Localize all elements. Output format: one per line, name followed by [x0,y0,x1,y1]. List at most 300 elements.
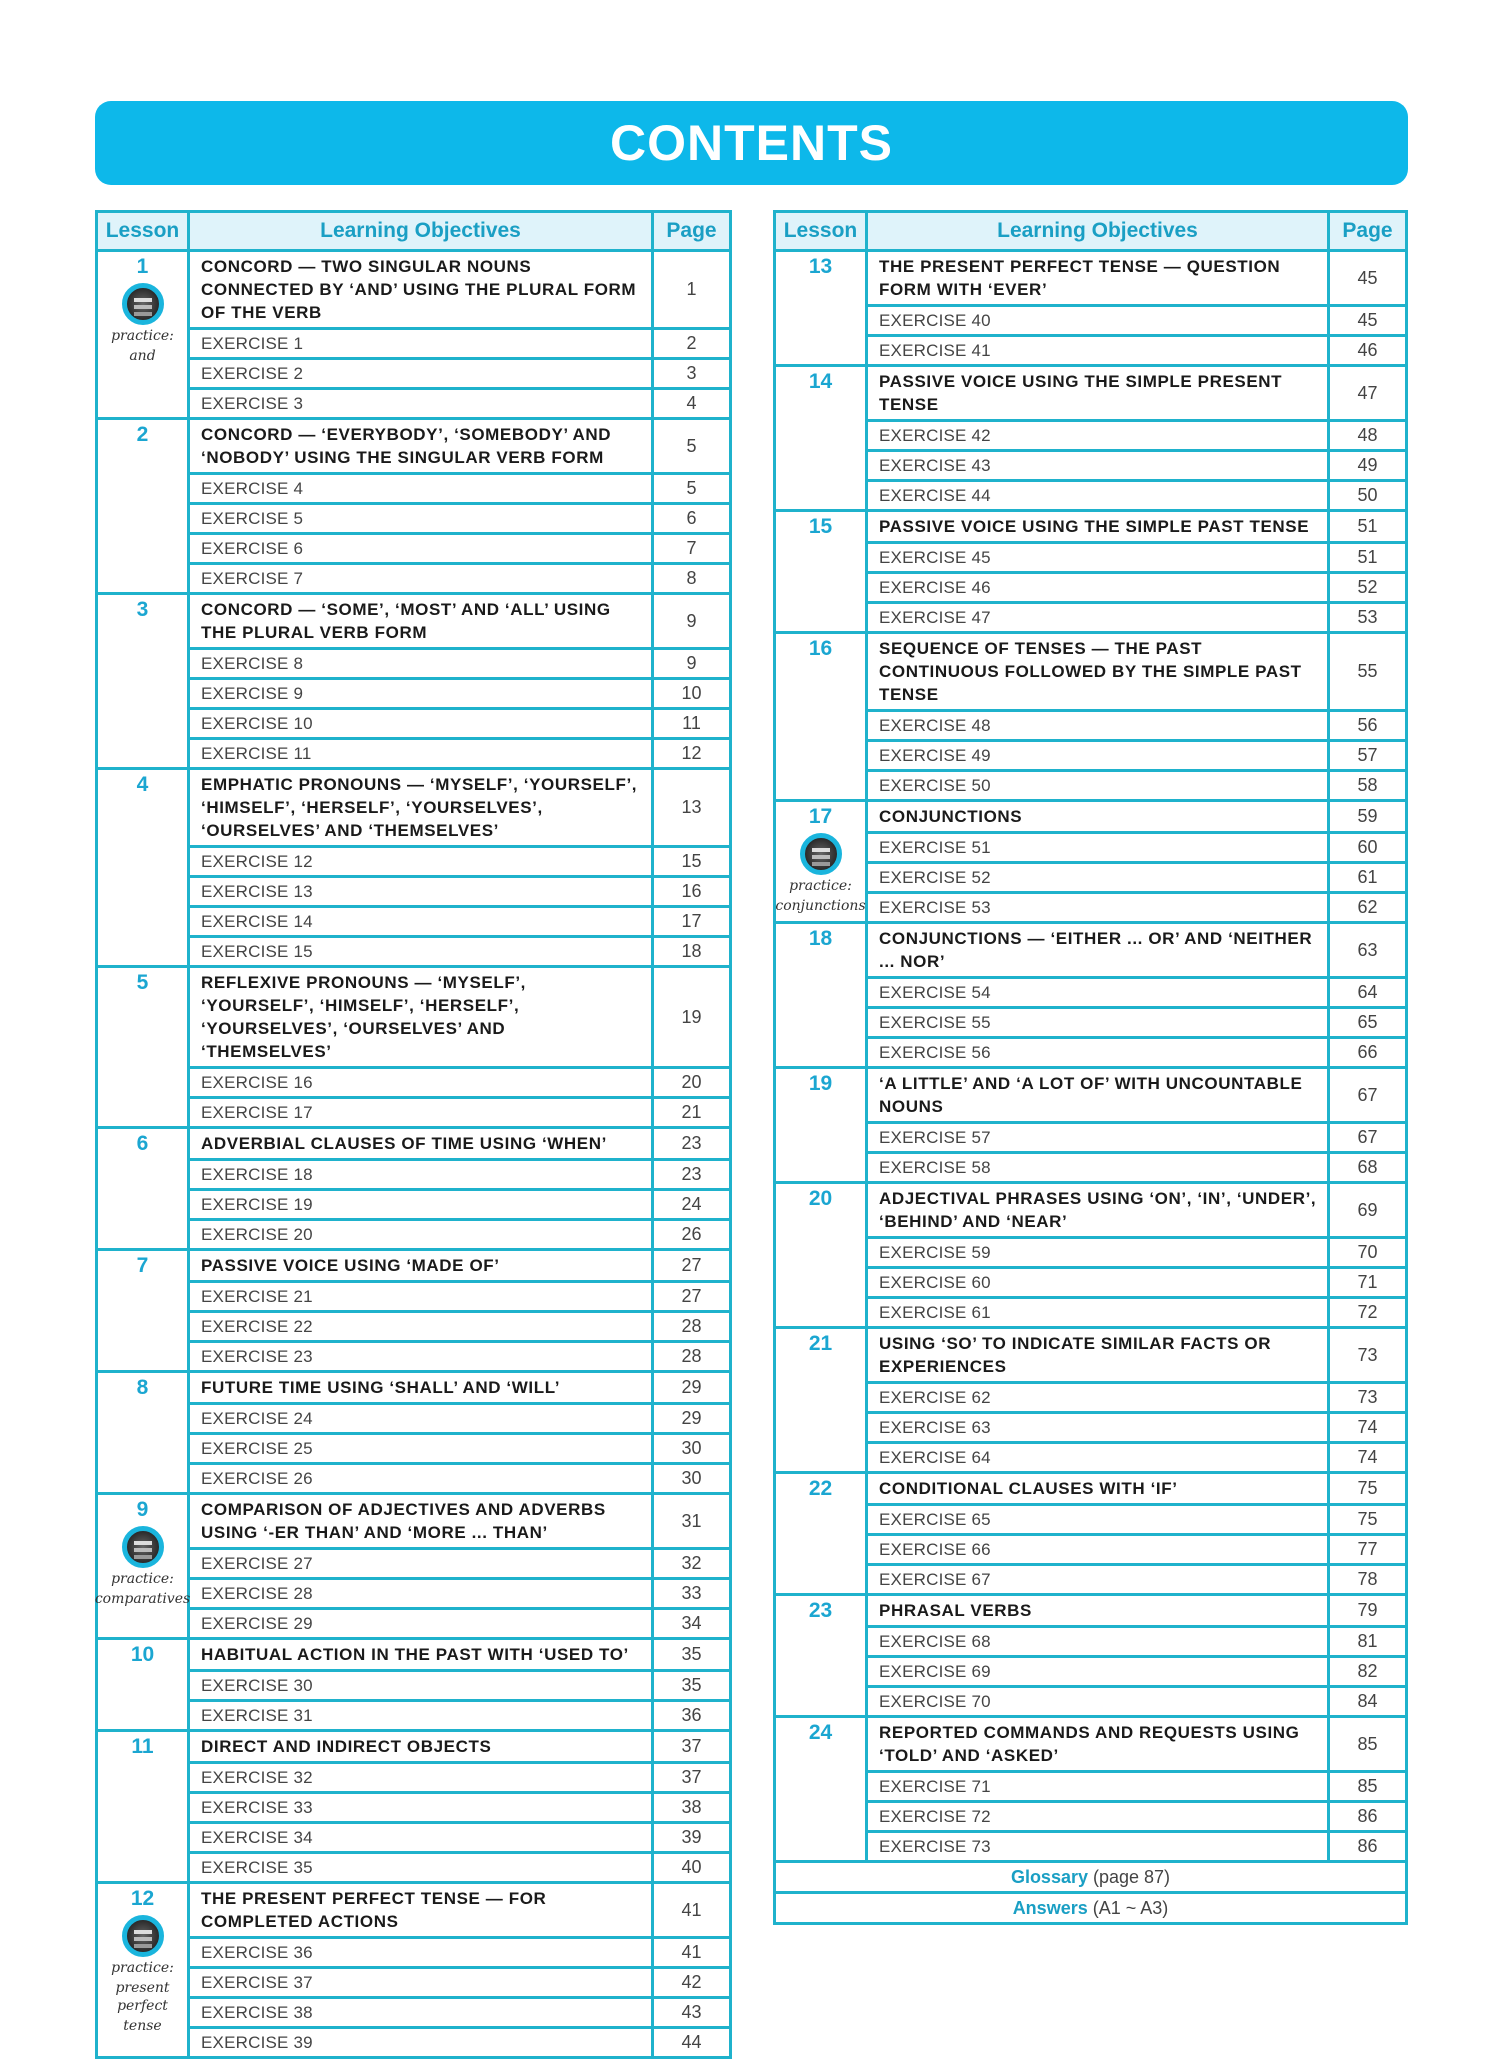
practice-disc-icon [122,283,164,325]
answers-pages: (A1 ~ A3) [1092,1897,1169,1918]
exercise-row [775,1298,1407,1328]
exercise-label: EXERCISE 56 [867,1038,1329,1068]
exercise-label: EXERCISE 54 [867,978,1329,1008]
exercise-label: EXERCISE 11 [189,739,653,769]
exercise-row [97,1282,731,1312]
exercise-page: 82 [1329,1657,1407,1687]
exercise-label: EXERCISE 25 [189,1434,653,1464]
exercise-row [97,1823,731,1853]
exercise-row [775,1627,1407,1657]
learning-objective: PASSIVE VOICE USING ‘MADE OF’ [189,1250,653,1282]
exercise-row [775,603,1407,633]
page-number: 23 [653,1128,731,1160]
page-number: 67 [1329,1068,1407,1123]
exercise-label: EXERCISE 9 [189,679,653,709]
practice-caption: practice: [789,878,852,894]
exercise-label: EXERCISE 48 [867,711,1329,741]
exercise-page: 53 [1329,603,1407,633]
exercise-page: 65 [1329,1008,1407,1038]
exercise-row [775,1443,1407,1473]
learning-objective: CONDITIONAL CLAUSES WITH ‘IF’ [867,1473,1329,1505]
exercise-label: EXERCISE 2 [189,359,653,389]
learning-objective: EMPHATIC PRONOUNS — ‘MYSELF’, ‘YOURSELF’, ‘HIMSELF’, ‘HERSELF’, ‘YOURSELVES’, ‘OURSELVES’ AND ‘THEMSELVES’ [189,769,653,847]
exercise-label: EXERCISE 42 [867,421,1329,451]
exercise-page: 37 [653,1763,731,1793]
exercise-row [97,534,731,564]
exercise-label: EXERCISE 1 [189,329,653,359]
exercise-row [97,504,731,534]
glossary-link[interactable] [775,1862,1407,1893]
exercise-row [775,573,1407,603]
exercise-row [97,1342,731,1372]
exercise-label: EXERCISE 20 [189,1220,653,1250]
exercise-page: 50 [1329,481,1407,511]
exercise-row [97,1434,731,1464]
lesson-number: 17 [808,805,833,828]
exercise-row [97,1998,731,2028]
exercise-label: EXERCISE 7 [189,564,653,594]
page-number: 79 [1329,1595,1407,1627]
exercise-page: 44 [653,2028,731,2058]
exercise-page: 9 [653,649,731,679]
exercise-label: EXERCISE 45 [867,543,1329,573]
lesson-number: 1 [136,255,149,278]
exercise-page: 17 [653,907,731,937]
learning-objective: REFLEXIVE PRONOUNS — ‘MYSELF’, ‘YOURSELF’, ‘HIMSELF’, ‘HERSELF’, ‘YOURSELVES’, ‘OURSELVES’ AND ‘THEMSELVES’ [189,967,653,1068]
exercise-label: EXERCISE 69 [867,1657,1329,1687]
learning-objective: COMPARISON OF ADJECTIVES AND ADVERBS USING ‘-ER THAN’ AND ‘MORE ... THAN’ [189,1494,653,1549]
lesson-row [97,769,731,847]
lesson-number: 3 [136,598,149,621]
exercise-page: 42 [653,1968,731,1998]
exercise-label: EXERCISE 4 [189,474,653,504]
exercise-page: 18 [653,937,731,967]
exercise-label: EXERCISE 52 [867,863,1329,893]
exercise-label: EXERCISE 60 [867,1268,1329,1298]
learning-objective: CONCORD — ‘EVERYBODY’, ‘SOMEBODY’ AND ‘NOBODY’ USING THE SINGULAR VERB FORM [189,419,653,474]
lesson-number: 23 [808,1599,833,1622]
exercise-row [97,389,731,419]
lesson-number-cell [775,801,867,923]
page-number: 35 [653,1639,731,1671]
lesson-number: 7 [136,1254,149,1277]
exercise-page: 3 [653,359,731,389]
lesson-number-cell [775,633,867,801]
learning-objective: PASSIVE VOICE USING THE SIMPLE PAST TENSE [867,511,1329,543]
contents-table-left [95,210,732,2059]
lesson-row [97,1731,731,1763]
header-lesson: Lesson [97,212,189,251]
lesson-row [97,1250,731,1282]
lesson-number-cell [97,1883,189,2058]
exercise-row [775,421,1407,451]
exercise-page: 67 [1329,1123,1407,1153]
exercise-label: EXERCISE 62 [867,1383,1329,1413]
page-number: 1 [653,251,731,329]
exercise-row [775,1008,1407,1038]
contents-table-right [773,210,1408,1925]
page-number: 73 [1329,1328,1407,1383]
exercise-label: EXERCISE 50 [867,771,1329,801]
exercise-row [775,1772,1407,1802]
exercise-page: 36 [653,1701,731,1731]
lesson-number-cell [97,594,189,769]
lesson-number: 16 [808,637,833,660]
exercise-page: 49 [1329,451,1407,481]
contents-banner [95,101,1408,185]
exercise-page: 51 [1329,543,1407,573]
exercise-page: 23 [653,1160,731,1190]
lesson-number: 21 [808,1332,833,1355]
exercise-row [775,451,1407,481]
lesson-row [775,923,1407,978]
exercise-page: 73 [1329,1383,1407,1413]
page-number: 47 [1329,366,1407,421]
exercise-row [97,649,731,679]
exercise-row [775,1268,1407,1298]
lesson-number: 10 [130,1643,155,1666]
exercise-page: 27 [653,1282,731,1312]
exercise-label: EXERCISE 14 [189,907,653,937]
exercise-page: 57 [1329,741,1407,771]
exercise-label: EXERCISE 22 [189,1312,653,1342]
exercise-row [97,1312,731,1342]
exercise-label: EXERCISE 16 [189,1068,653,1098]
practice-caption: comparatives [94,1591,191,1607]
exercise-page: 32 [653,1549,731,1579]
exercise-row [775,741,1407,771]
exercise-page: 86 [1329,1802,1407,1832]
page-number: 59 [1329,801,1407,833]
exercise-label: EXERCISE 19 [189,1190,653,1220]
lesson-number-cell [97,769,189,967]
lesson-row [775,1183,1407,1238]
practice-caption: and [129,348,156,364]
practice-caption: conjunctions [775,898,866,914]
lesson-number: 13 [808,255,833,278]
practice-badge [98,283,187,365]
header-page: Page [1329,212,1407,251]
practice-caption: present perfect [115,1980,170,2014]
exercise-page: 29 [653,1404,731,1434]
practice-disc-icon [800,833,842,875]
learning-objective: CONCORD — TWO SINGULAR NOUNS CONNECTED BY ‘AND’ USING THE PLURAL FORM OF THE VERB [189,251,653,329]
exercise-label: EXERCISE 67 [867,1565,1329,1595]
page-number: 9 [653,594,731,649]
exercise-label: EXERCISE 46 [867,573,1329,603]
exercise-row [97,1098,731,1128]
practice-caption: tense [123,2018,162,2034]
exercise-label: EXERCISE 58 [867,1153,1329,1183]
lesson-row [775,1717,1407,1772]
learning-objective: CONCORD — ‘SOME’, ‘MOST’ AND ‘ALL’ USING THE PLURAL VERB FORM [189,594,653,649]
exercise-row [97,937,731,967]
exercise-row [97,564,731,594]
page-number: 63 [1329,923,1407,978]
exercise-row [775,1123,1407,1153]
page-number: 37 [653,1731,731,1763]
exercise-label: EXERCISE 5 [189,504,653,534]
exercise-page: 28 [653,1312,731,1342]
learning-objective: CONJUNCTIONS [867,801,1329,833]
exercise-page: 38 [653,1793,731,1823]
exercise-label: EXERCISE 44 [867,481,1329,511]
lesson-number: 14 [808,370,833,393]
learning-objective: REPORTED COMMANDS AND REQUESTS USING ‘TOLD’ AND ‘ASKED’ [867,1717,1329,1772]
lesson-number-cell [97,1250,189,1372]
lesson-number-cell [775,511,867,633]
glossary-page: (page 87) [1093,1866,1171,1887]
lesson-number-cell [97,967,189,1128]
page-number: 19 [653,967,731,1068]
header-page: Page [653,212,731,251]
exercise-page: 62 [1329,893,1407,923]
lesson-number: 4 [136,773,149,796]
exercise-row [97,1579,731,1609]
exercise-row [97,474,731,504]
exercise-row [775,1832,1407,1862]
exercise-page: 8 [653,564,731,594]
exercise-row [97,739,731,769]
exercise-label: EXERCISE 18 [189,1160,653,1190]
exercise-label: EXERCISE 68 [867,1627,1329,1657]
lesson-row [97,419,731,474]
practice-disc-icon [122,1915,164,1957]
exercise-page: 45 [1329,306,1407,336]
exercise-label: EXERCISE 63 [867,1413,1329,1443]
exercise-label: EXERCISE 12 [189,847,653,877]
practice-disc-icon [122,1526,164,1568]
exercise-row [97,679,731,709]
lesson-row [775,1328,1407,1383]
learning-objective: PASSIVE VOICE USING THE SIMPLE PRESENT TENSE [867,366,1329,421]
lesson-row [97,967,731,1068]
answers-link[interactable] [775,1893,1407,1924]
exercise-label: EXERCISE 39 [189,2028,653,2058]
exercise-page: 7 [653,534,731,564]
exercise-row [97,1671,731,1701]
exercise-page: 70 [1329,1238,1407,1268]
exercise-row [97,359,731,389]
lesson-number: 9 [136,1498,149,1521]
learning-objective: FUTURE TIME USING ‘SHALL’ AND ‘WILL’ [189,1372,653,1404]
exercise-row [97,1190,731,1220]
exercise-label: EXERCISE 43 [867,451,1329,481]
exercise-row [97,1793,731,1823]
exercise-row [97,2028,731,2058]
page-number: 45 [1329,251,1407,306]
exercise-page: 60 [1329,833,1407,863]
exercise-row [775,543,1407,573]
exercise-page: 58 [1329,771,1407,801]
exercise-label: EXERCISE 15 [189,937,653,967]
exercise-label: EXERCISE 65 [867,1505,1329,1535]
page-number: 85 [1329,1717,1407,1772]
exercise-label: EXERCISE 32 [189,1763,653,1793]
practice-badge [94,1526,191,1608]
lesson-number-cell [775,1717,867,1862]
lesson-number-cell [775,251,867,366]
header-lesson: Lesson [775,212,867,251]
exercise-page: 4 [653,389,731,419]
lesson-number-cell [97,251,189,419]
lesson-row [97,1639,731,1671]
exercise-row [775,978,1407,1008]
learning-objective: THE PRESENT PERFECT TENSE — QUESTION FORM WITH ‘EVER’ [867,251,1329,306]
exercise-row [775,1657,1407,1687]
exercise-label: EXERCISE 33 [189,1793,653,1823]
exercise-label: EXERCISE 73 [867,1832,1329,1862]
exercise-label: EXERCISE 51 [867,833,1329,863]
exercise-page: 5 [653,474,731,504]
exercise-page: 30 [653,1434,731,1464]
exercise-label: EXERCISE 70 [867,1687,1329,1717]
lesson-row [775,801,1407,833]
exercise-page: 68 [1329,1153,1407,1183]
exercise-row [775,1565,1407,1595]
exercise-row [775,1802,1407,1832]
exercise-row [775,833,1407,863]
glossary-label: Glossary [1010,1866,1088,1887]
exercise-page: 26 [653,1220,731,1250]
exercise-row [775,1238,1407,1268]
exercise-label: EXERCISE 27 [189,1549,653,1579]
exercise-row [775,1413,1407,1443]
exercise-row [775,1687,1407,1717]
table-header-row [775,212,1407,251]
lesson-row [775,511,1407,543]
lesson-number: 8 [136,1376,149,1399]
exercise-row [97,1763,731,1793]
exercise-page: 77 [1329,1535,1407,1565]
exercise-row [97,329,731,359]
table-header-row [97,212,731,251]
exercise-page: 16 [653,877,731,907]
exercise-row [775,1505,1407,1535]
exercise-label: EXERCISE 34 [189,1823,653,1853]
exercise-row [775,1535,1407,1565]
exercise-label: EXERCISE 30 [189,1671,653,1701]
learning-objective: ‘A LITTLE’ AND ‘A LOT OF’ WITH UNCOUNTABLE NOUNS [867,1068,1329,1123]
exercise-page: 72 [1329,1298,1407,1328]
lesson-row [775,633,1407,711]
exercise-label: EXERCISE 24 [189,1404,653,1434]
exercise-page: 11 [653,709,731,739]
lesson-number: 5 [136,971,149,994]
exercise-page: 21 [653,1098,731,1128]
exercise-label: EXERCISE 61 [867,1298,1329,1328]
learning-objective: USING ‘SO’ TO INDICATE SIMILAR FACTS OR EXPERIENCES [867,1328,1329,1383]
lesson-number: 20 [808,1187,833,1210]
lesson-row [97,1128,731,1160]
exercise-row [97,877,731,907]
exercise-row [775,771,1407,801]
page-number: 29 [653,1372,731,1404]
exercise-label: EXERCISE 29 [189,1609,653,1639]
exercise-page: 12 [653,739,731,769]
exercise-label: EXERCISE 41 [867,336,1329,366]
exercise-label: EXERCISE 57 [867,1123,1329,1153]
exercise-page: 56 [1329,711,1407,741]
lesson-number: 24 [808,1721,833,1744]
learning-objective: SEQUENCE OF TENSES — THE PAST CONTINUOUS FOLLOWED BY THE SIMPLE PAST TENSE [867,633,1329,711]
exercise-page: 81 [1329,1627,1407,1657]
lesson-number: 18 [808,927,833,950]
exercise-page: 33 [653,1579,731,1609]
lesson-number-cell [775,1595,867,1717]
exercise-row [97,1968,731,1998]
page-title: CONTENTS [610,115,893,171]
page-number: 69 [1329,1183,1407,1238]
exercise-label: EXERCISE 17 [189,1098,653,1128]
exercise-row [97,1404,731,1434]
exercise-label: EXERCISE 36 [189,1938,653,1968]
answers-label: Answers [1012,1897,1088,1918]
exercise-page: 61 [1329,863,1407,893]
learning-objective: ADVERBIAL CLAUSES OF TIME USING ‘WHEN’ [189,1128,653,1160]
exercise-label: EXERCISE 6 [189,534,653,564]
exercise-row [97,1938,731,1968]
lesson-number-cell [775,366,867,511]
lesson-row [775,1068,1407,1123]
learning-objective: DIRECT AND INDIRECT OBJECTS [189,1731,653,1763]
exercise-row [775,336,1407,366]
exercise-row [97,1549,731,1579]
exercise-row [775,481,1407,511]
exercise-row [775,1038,1407,1068]
learning-objective: PHRASAL VERBS [867,1595,1329,1627]
page-number: 5 [653,419,731,474]
lesson-number-cell [97,419,189,594]
exercise-page: 74 [1329,1443,1407,1473]
exercise-row [97,907,731,937]
lesson-number-cell [775,1068,867,1183]
exercise-row [775,863,1407,893]
exercise-row [97,1701,731,1731]
exercise-page: 46 [1329,336,1407,366]
exercise-page: 52 [1329,573,1407,603]
answers-row [775,1893,1407,1924]
page-number: 75 [1329,1473,1407,1505]
exercise-label: EXERCISE 49 [867,741,1329,771]
lesson-number: 2 [136,423,149,446]
exercise-page: 85 [1329,1772,1407,1802]
lesson-row [775,366,1407,421]
page-number: 27 [653,1250,731,1282]
lesson-number-cell [97,1731,189,1883]
exercise-page: 6 [653,504,731,534]
exercise-label: EXERCISE 66 [867,1535,1329,1565]
exercise-row [775,711,1407,741]
practice-caption: practice: [111,1571,174,1587]
lesson-number: 15 [808,515,833,538]
exercise-page: 75 [1329,1505,1407,1535]
exercise-row [97,709,731,739]
exercise-label: EXERCISE 55 [867,1008,1329,1038]
header-objectives: Learning Objectives [867,212,1329,251]
exercise-row [775,893,1407,923]
exercise-label: EXERCISE 28 [189,1579,653,1609]
exercise-row [97,1609,731,1639]
exercise-page: 78 [1329,1565,1407,1595]
lesson-row [97,594,731,649]
exercise-page: 20 [653,1068,731,1098]
exercise-label: EXERCISE 3 [189,389,653,419]
learning-objective: CONJUNCTIONS — ‘EITHER ... OR’ AND ‘NEITHER ... NOR’ [867,923,1329,978]
lesson-row [775,1595,1407,1627]
page-number: 55 [1329,633,1407,711]
exercise-page: 71 [1329,1268,1407,1298]
